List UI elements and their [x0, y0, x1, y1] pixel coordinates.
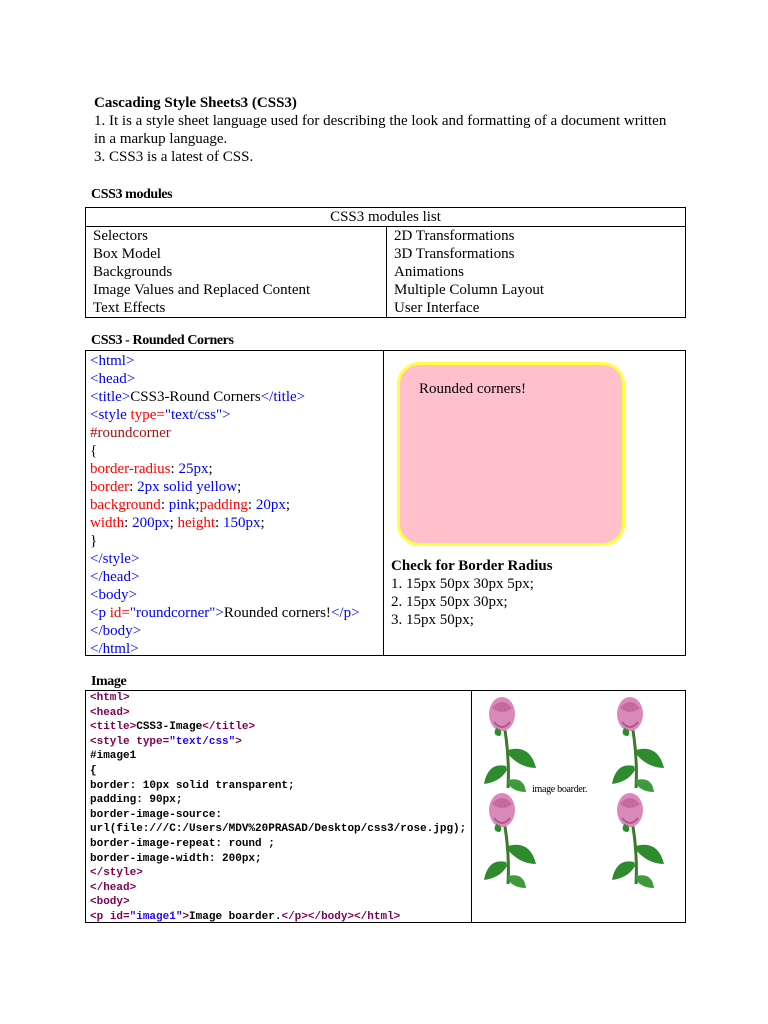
module-item: Box Model — [93, 246, 161, 262]
code-token: "roundcorner" — [129, 605, 216, 621]
code-token: </style> — [90, 551, 140, 567]
image-heading: Image — [91, 674, 127, 689]
intro-point-3: 3. CSS3 is a latest of CSS. — [94, 149, 254, 165]
rose-image — [484, 697, 536, 792]
code-token: > — [222, 407, 231, 423]
code-token: #image1 — [90, 750, 137, 763]
rounded-code: <html> <head> <title>CSS3-Round Corners</title> <style type="text/css"> #roundcorner { border-radius: 25px; border: 2px solid yellow; background: pink;padding: 20px; width: 200px; height: 150px; } </style> </head> <body> <p id="roundcorner">Rounded corners!</p> </body> </html> — [90, 353, 360, 657]
code-token: border — [90, 479, 130, 495]
modules-cell — [387, 227, 686, 318]
code-token: { — [90, 764, 97, 777]
code-token: type= — [130, 407, 165, 423]
code-token: CSS3-Image — [136, 721, 203, 734]
code-token: id= — [109, 605, 130, 621]
code-token: > — [235, 735, 242, 748]
code-token: "image1" — [129, 910, 183, 923]
rose-image — [484, 793, 536, 888]
code-token: </p></body></html> — [281, 910, 401, 923]
code-token: pink — [168, 497, 196, 513]
code-token: <body> — [90, 896, 130, 909]
code-token: height — [177, 515, 216, 531]
code-token: <head> — [90, 706, 130, 719]
document-title: Cascading Style Sheets3 (CSS3) — [94, 95, 297, 111]
code-token: Rounded corners! — [223, 605, 331, 621]
code-token: padding: 90px; — [90, 794, 183, 807]
code-token: background — [90, 497, 161, 513]
code-token: <p — [90, 605, 110, 621]
code-token: width — [90, 515, 125, 531]
code-token: > — [215, 605, 224, 621]
code-token: { — [90, 443, 98, 459]
code-token: border-radius — [90, 461, 171, 477]
code-token: </html> — [90, 641, 139, 657]
code-token: border-image-repeat: round ; — [90, 837, 275, 850]
code-token: <head> — [90, 371, 136, 387]
code-token: 20px — [255, 497, 286, 513]
intro-point-1-cont: in a markup language. — [94, 131, 228, 147]
rose-image — [612, 697, 664, 792]
border-radius-check-item: 3. 15px 50px; — [391, 612, 474, 628]
code-token: <p — [90, 910, 110, 923]
code-token: </title> — [260, 389, 306, 405]
code-token: border-image-width: 200px; — [90, 852, 262, 865]
modules-table — [85, 207, 686, 318]
code-token: </p> — [330, 605, 360, 621]
code-token: <html> — [90, 353, 135, 369]
module-item: 3D Transformations — [394, 246, 515, 262]
module-item: Backgrounds — [93, 264, 173, 280]
code-token: "text/css" — [169, 735, 236, 748]
border-radius-check-item: 2. 15px 50px 30px; — [391, 594, 508, 610]
module-item: Image Values and Replaced Content — [93, 282, 311, 298]
code-token: "text/css" — [164, 407, 223, 423]
module-item: Multiple Column Layout — [394, 282, 544, 298]
rose-image — [612, 793, 664, 888]
modules-cell — [86, 227, 387, 318]
image-border-label: image boarder. — [532, 784, 588, 795]
code-token: id= — [109, 910, 130, 923]
rounded-heading: CSS3 - Rounded Corners — [91, 333, 234, 348]
code-token: <title> — [90, 389, 131, 405]
code-token: type= — [136, 735, 170, 748]
code-token: <title> — [90, 721, 137, 734]
image-divider — [471, 690, 472, 922]
border-radius-check-title: Check for Border Radius — [391, 558, 553, 574]
module-item: Animations — [394, 264, 464, 280]
code-token: > — [182, 910, 190, 923]
code-token: </head> — [90, 881, 137, 894]
code-token: </style> — [90, 867, 143, 880]
code-token: <html> — [90, 692, 130, 704]
modules-heading: CSS3 modules — [91, 187, 173, 202]
code-token: #roundcorner — [90, 425, 171, 441]
code-token: url(file:///C:/Users/MDV%20PRASAD/Desktop/css3/rose.jpg); — [90, 823, 467, 836]
code-token: 2px solid yellow — [137, 479, 238, 495]
code-token: 25px — [178, 461, 209, 477]
code-token: Image boarder. — [189, 910, 282, 923]
code-token: </title> — [202, 721, 256, 734]
code-token: 200px — [132, 515, 170, 531]
code-token: </body> — [90, 623, 142, 639]
code-token: border-image-source: — [90, 808, 223, 821]
code-token: <style — [90, 735, 137, 748]
code-token: CSS3-Round Corners — [130, 389, 261, 405]
code-token: <style — [90, 407, 131, 423]
code-token: 150px — [222, 515, 261, 531]
modules-table-header: CSS3 modules list — [86, 208, 686, 227]
code-token: </head> — [90, 569, 140, 585]
code-token: <body> — [90, 587, 137, 603]
code-token: border: 10px solid transparent; — [90, 779, 295, 792]
rounded-corner-demo-text: Rounded corners! — [419, 381, 527, 397]
module-item: 2D Transformations — [394, 228, 515, 244]
code-token: } — [90, 533, 98, 549]
code-token: padding — [199, 497, 248, 513]
border-radius-check-item: 1. 15px 50px 30px 5px; — [391, 576, 534, 592]
intro-point-1: 1. It is a style sheet language used for describing the look and formatting of a document written — [94, 113, 667, 129]
module-item: User Interface — [394, 300, 480, 316]
image-code — [90, 691, 466, 925]
rounded-divider — [383, 350, 384, 655]
module-item: Text Effects — [93, 300, 166, 316]
module-item: Selectors — [93, 228, 148, 244]
